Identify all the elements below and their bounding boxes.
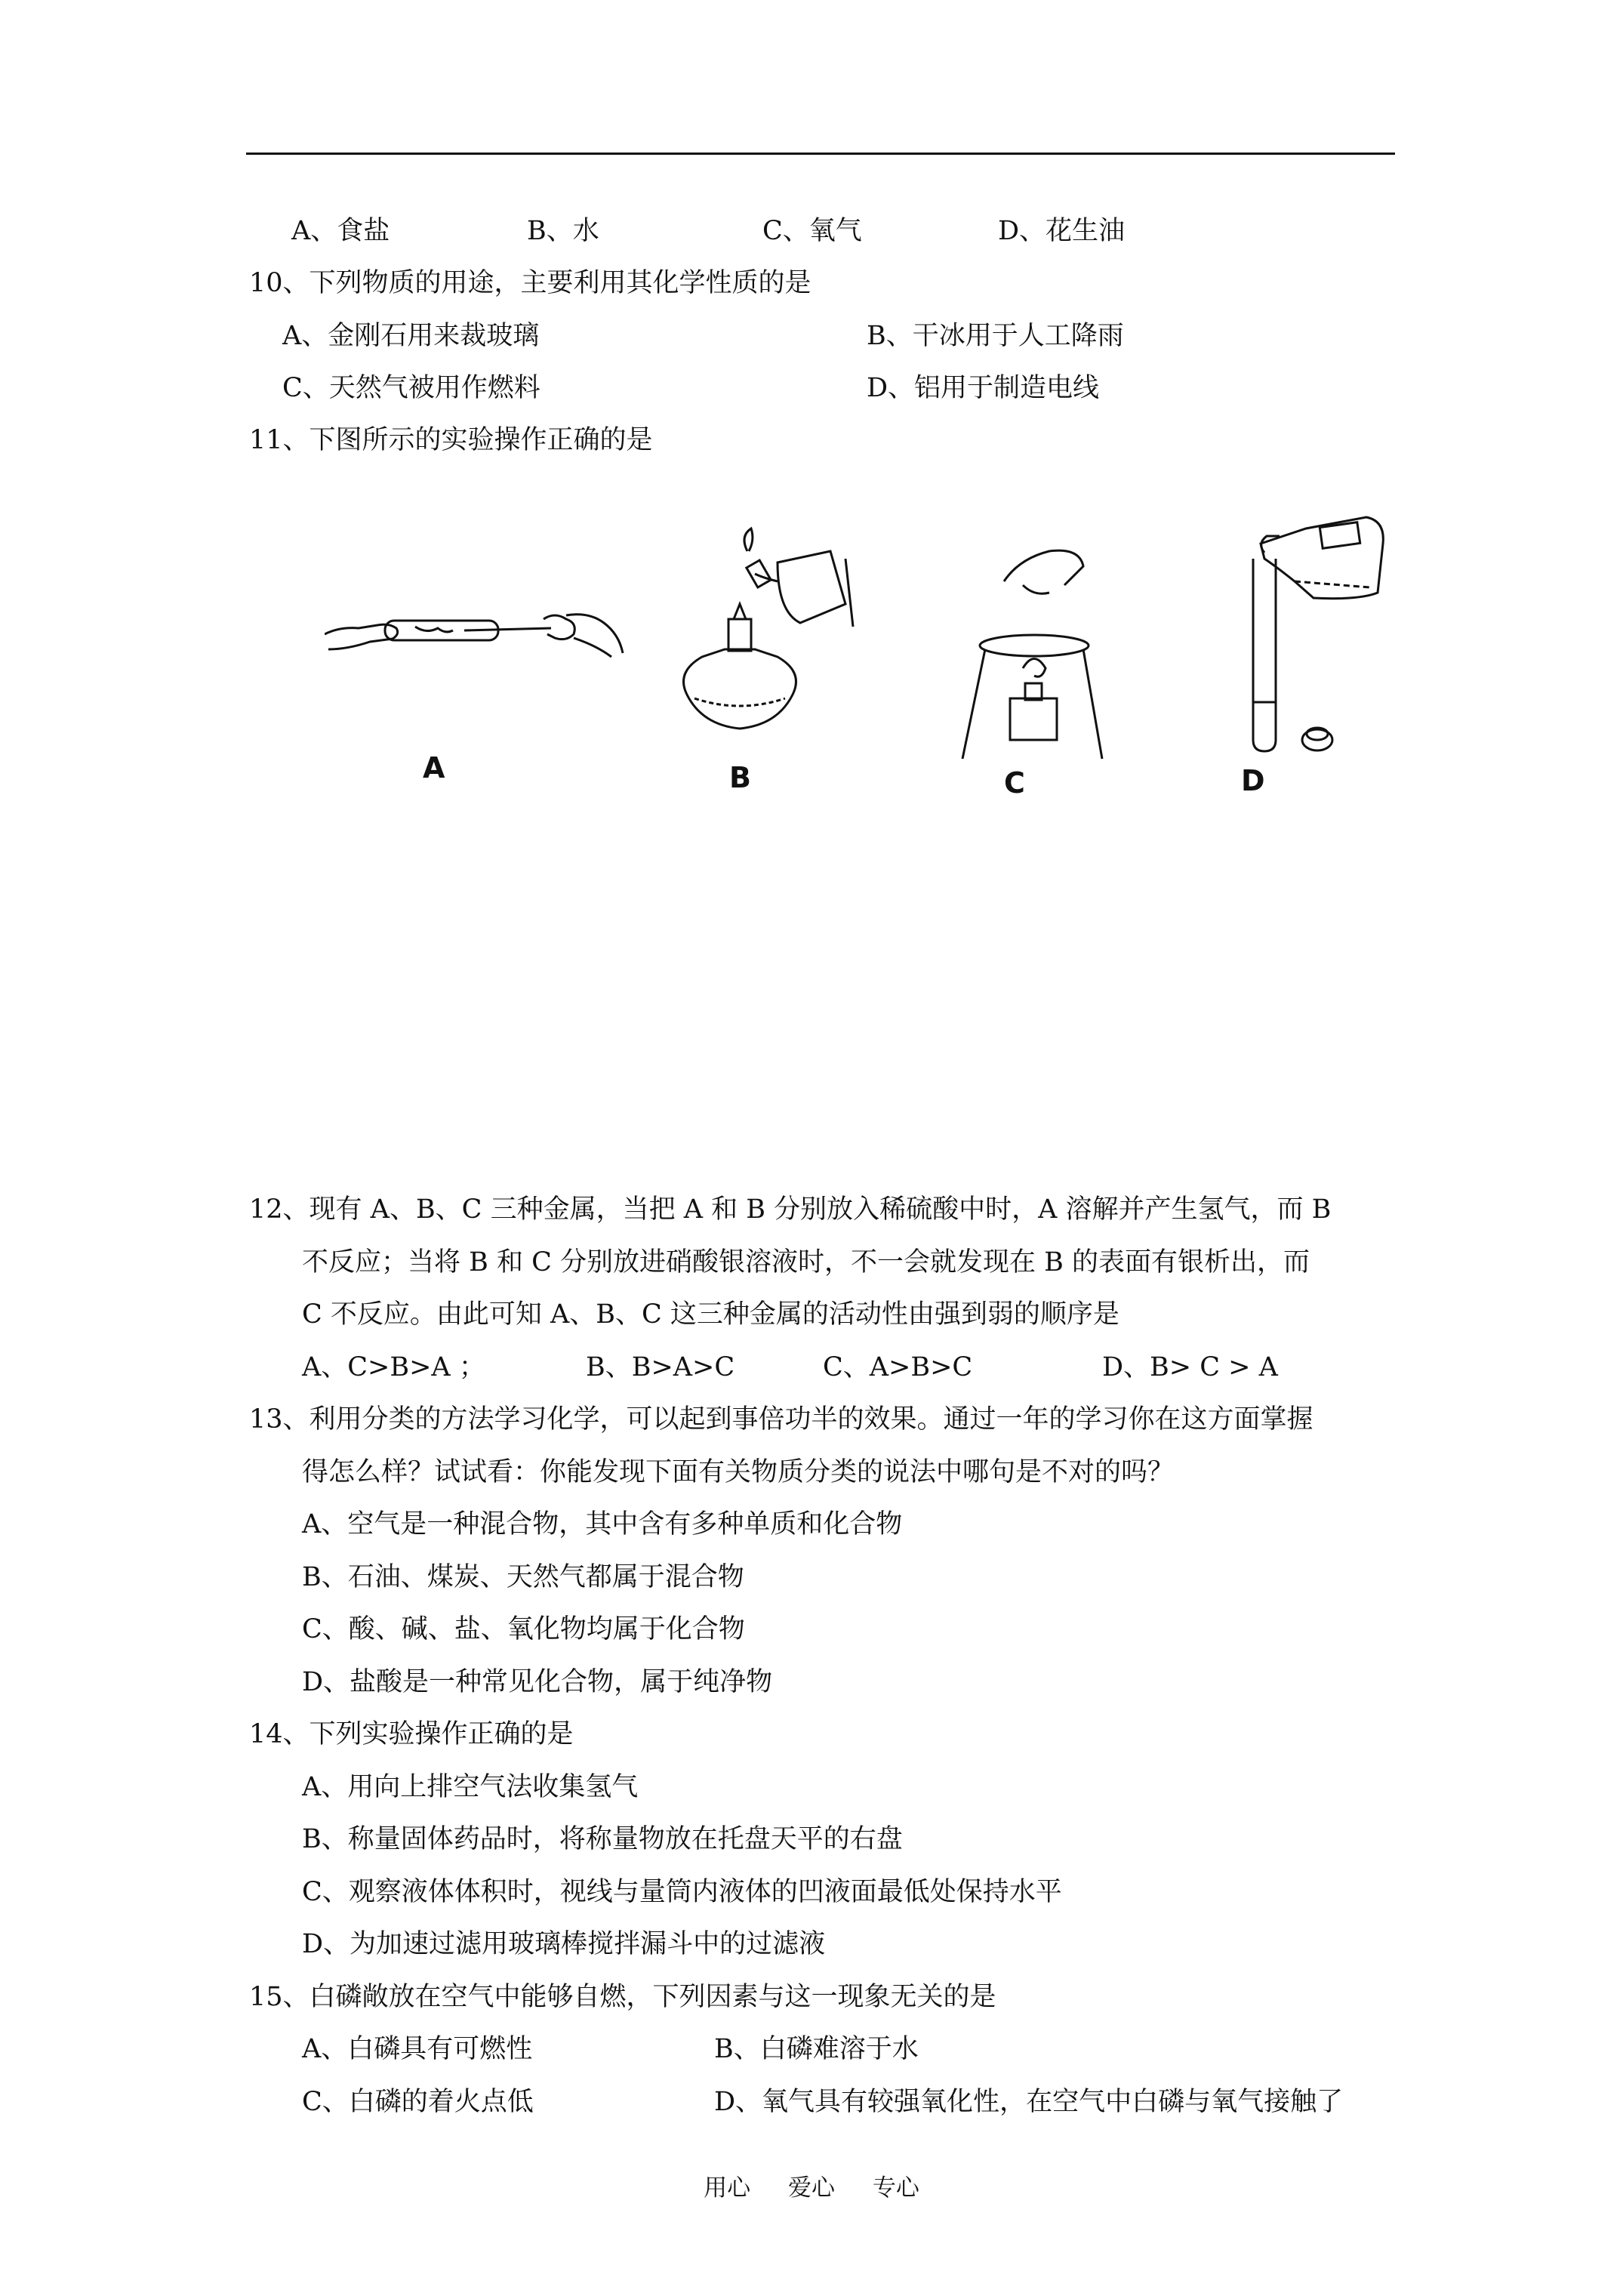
q13-option-b: B、石油、煤炭、天然气都属于混合物 <box>302 1562 744 1592</box>
q10-option-d: D、铝用于制造电线 <box>867 373 1100 403</box>
figure-label-a: A <box>423 751 445 784</box>
page-footer: 用心 爱心 专心 <box>704 2174 919 2202</box>
q9-option-b: B、水 <box>527 216 599 246</box>
q10-option-a: A、金刚石用来裁玻璃 <box>282 321 540 351</box>
q10-stem: 10、下列物质的用途，主要利用其化学性质的是 <box>249 268 812 298</box>
q10-option-b: B、干冰用于人工降雨 <box>867 321 1124 351</box>
q9-option-d: D、花生油 <box>998 216 1126 246</box>
q12-stem-line-1: 12、现有 A、B、C 三种金属，当把 A 和 B 分别放入稀硫酸中时，A 溶解并产生氢气，而 B <box>249 1194 1332 1225</box>
q14-option-c: C、观察液体体积时，视线与量筒内液体的凹液面最低处保持水平 <box>302 1877 1062 1907</box>
q14-option-d: D、为加速过滤用玻璃棒搅拌漏斗中的过滤液 <box>302 1929 826 1959</box>
q12-stem-line-2: 不反应；当将 B 和 C 分别放进硝酸银溶液时，不一会就发现在 B 的表面有银析出，而 <box>302 1247 1310 1277</box>
q13-option-a: A、空气是一种混合物，其中含有多种单质和化合物 <box>302 1509 903 1539</box>
q11-stem: 11、下图所示的实验操作正确的是 <box>249 425 653 455</box>
figure-label-c: C <box>1004 766 1025 800</box>
q9-option-c: C、氧气 <box>762 216 862 246</box>
q13-option-d: D、盐酸是一种常见化合物，属于纯净物 <box>302 1667 773 1697</box>
figure-b-alcohol-lamps <box>664 521 861 747</box>
q15-option-b: B、白磷难溶于水 <box>714 2034 919 2064</box>
q13-stem-line-2: 得怎么样？试试看：你能发现下面有关物质分类的说法中哪句是不对的吗？ <box>302 1457 1175 1487</box>
q9-option-a: A、食盐 <box>291 216 390 246</box>
q12-option-a: A、C>B>A ； <box>302 1352 485 1382</box>
figure-label-b: B <box>729 761 751 794</box>
figure-label-d: D <box>1241 764 1265 797</box>
q15-stem: 15、白磷敞放在空气中能够自燃，下列因素与这一现象无关的是 <box>249 1982 996 2012</box>
q13-stem-line-1: 13、利用分类的方法学习化学，可以起到事倍功半的效果。通过一年的学习你在这方面掌握 <box>249 1404 1313 1435</box>
figure-c-evaporating-dish <box>951 536 1132 763</box>
q15-option-a: A、白磷具有可燃性 <box>302 2034 533 2064</box>
q14-option-a: A、用向上排空气法收集氢气 <box>302 1772 639 1802</box>
q15-option-d: D、氧气具有较强氧化性，在空气中白磷与氧气接触了 <box>714 2087 1344 2117</box>
q12-option-c: C、A>B>C <box>823 1352 973 1382</box>
q10-option-c: C、天然气被用作燃料 <box>282 373 540 403</box>
header-rule <box>246 153 1395 155</box>
figure-a-test-tube-horizontal <box>325 581 627 672</box>
q12-stem-line-3: C 不反应。由此可知 A、B、C 这三种金属的活动性由强到弱的顺序是 <box>302 1299 1119 1330</box>
q12-option-d: D、B> C > A <box>1102 1352 1278 1382</box>
q13-option-c: C、酸、碱、盐、氧化物均属于化合物 <box>302 1614 745 1644</box>
q12-option-b: B、B>A>C <box>586 1352 735 1382</box>
figure-d-pouring-liquid <box>1223 513 1397 763</box>
q14-stem: 14、下列实验操作正确的是 <box>249 1719 574 1749</box>
q14-option-b: B、称量固体药品时，将称量物放在托盘天平的右盘 <box>302 1824 903 1854</box>
q15-option-c: C、白磷的着火点低 <box>302 2087 534 2117</box>
